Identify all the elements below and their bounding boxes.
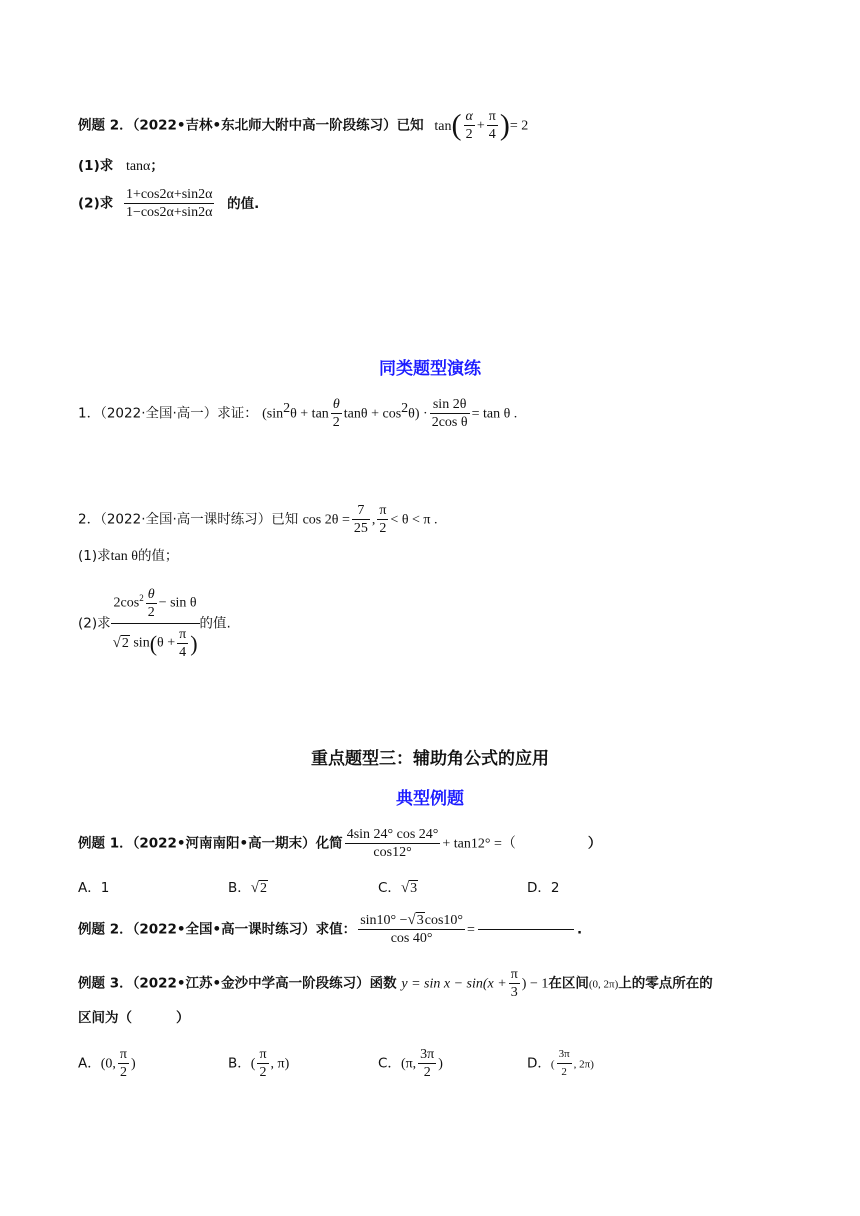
- exercise2-line: 2．（2022·全国·高一课时练习）已知 cos 2θ = $\frac{7}{25}$ , $\frac{\pi}{2}$ < θ < π .: [78, 503, 438, 536]
- example2-label: 例题 2．（2022•吉林•东北师大附中高一阶段练习）已知: [78, 117, 424, 134]
- section-subtitle-typical-examples: 典型例题: [396, 789, 464, 809]
- exercise2-part1: (1)求tan θ的值；: [78, 548, 179, 564]
- answer-blank[interactable]: [478, 929, 574, 930]
- ex3-line2: 区间为（ ）: [78, 1010, 190, 1026]
- ex1-line: 例题 1．（2022•河南南阳•高一期末）化简 $\frac{4\sin 24^\circ \cos 24^\circ}{\cos 12^\circ}$ + tan12° =（ ）: [78, 827, 602, 860]
- ex3-option-b: B．( $\frac{\pi}{2}$ , π): [228, 1047, 290, 1080]
- section-title-similar-practice: 同类题型演练: [379, 359, 481, 379]
- ex2-line: 例题 2．（2022•全国•高一课时练习）求值： $\frac{\sin 10^\circ -√3\cos 10^\circ}{\cos 40^\circ}$ = .: [78, 912, 583, 947]
- frac-alpha-2: $\frac{\alpha}{2}$: [465, 109, 473, 142]
- ex1-option-b: B．√2: [228, 879, 267, 896]
- exercise2-part2: (2)求 $2\cos^2$ $\frac{\theta}{2}$ − sin θ √2 sin(θ + $\frac{\pi}{4}$ ) 的值.: [78, 587, 231, 660]
- section-title-auxiliary-angle: 重点题型三：辅助角公式的应用: [311, 749, 549, 769]
- ex3-option-c: C．(π, $\frac{3\pi}{2}$ ): [378, 1047, 443, 1080]
- exercise1-line: 1．（2022·全国·高一）求证： ($\sin^2\theta + \tan$ $\frac{\theta}{2}$ $\tan\theta + \cos^2\theta$) · $\frac{\sin 2\theta}{\text{2cos θ}}$ = tan θ .: [78, 397, 518, 430]
- tan-func: tan: [434, 118, 452, 134]
- ex1-option-d: D．2: [527, 880, 560, 896]
- part2-fraction: $\frac{1+\cos 2\alpha+\sin 2\alpha}{1-\cos 2\alpha+\sin 2\alpha}$: [125, 187, 213, 220]
- frac-pi-4: $\frac{\pi}{4}$: [488, 109, 496, 142]
- ex1-option-a: A．1: [78, 880, 110, 896]
- example2-part1: (1)求 tanα；: [78, 158, 164, 174]
- ex3-option-d: D．( $\frac{3\pi}{2}$ , 2π): [527, 1048, 594, 1078]
- ex3-option-a: A．(0, $\frac{\pi}{2}$ ): [78, 1047, 136, 1080]
- example2-line: 例题 2．（2022•吉林•东北师大附中高一阶段练习）已知 tan( $\frac{\alpha}{2}$ + $\frac{\pi}{4}$ )= 2: [78, 108, 529, 142]
- ex3-line: 例题 3．（2022•江苏•金沙中学高一阶段练习）函数 y = sin x − sin(x + $\frac{\pi}{3}$ ) − 1在区间(0, 2π)上的零点所在的: [78, 967, 713, 1000]
- example2-part2: (2)求 $\frac{1+\cos 2\alpha+\sin 2\alpha}{1-\cos 2\alpha+\sin 2\alpha}$ 的值.: [78, 187, 260, 220]
- exercise2-big-fraction: $2\cos^2$ $\frac{\theta}{2}$ − sin θ √2 sin(θ + $\frac{\pi}{4}$ ): [112, 587, 198, 660]
- ex1-option-c: C．√3: [378, 879, 418, 896]
